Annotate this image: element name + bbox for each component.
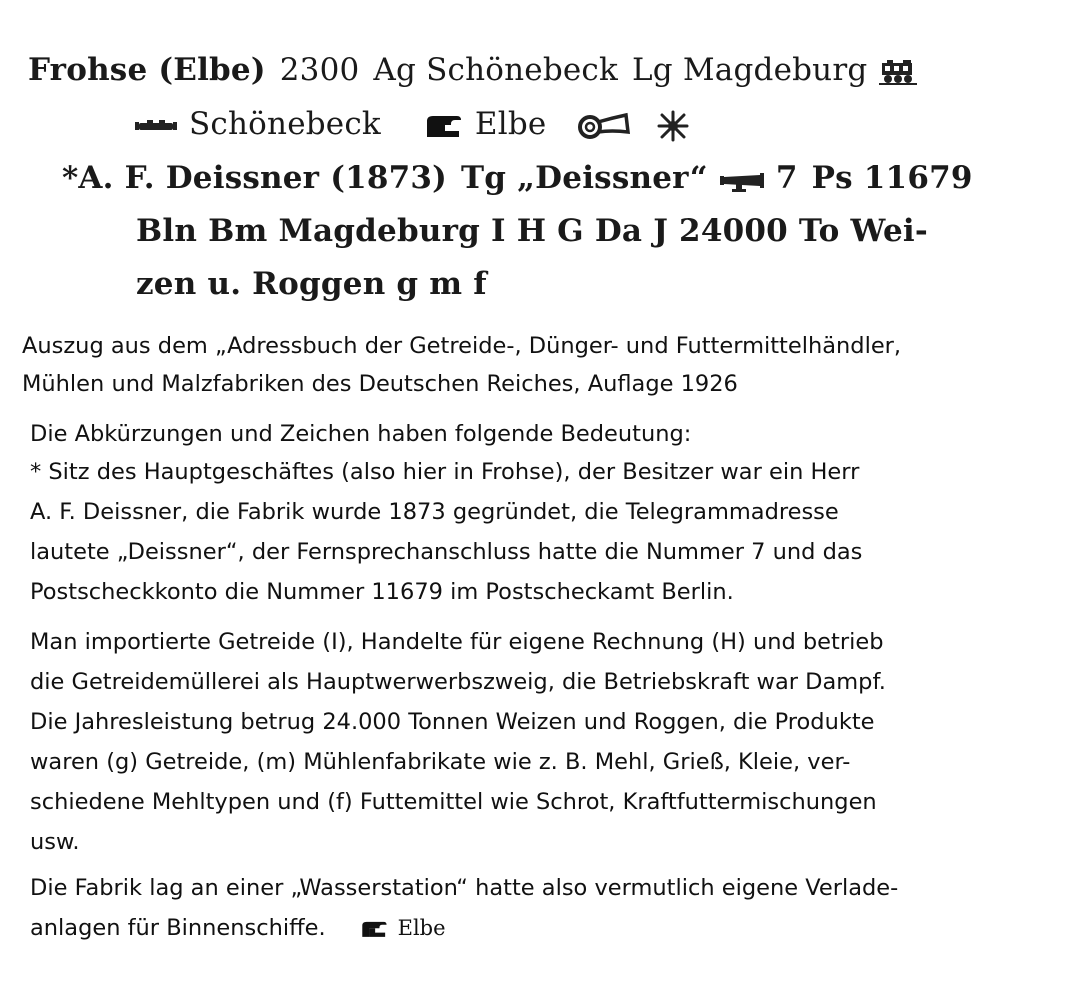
water-station-icon [407,113,463,139]
entry-place: Frohse (Elbe) [28,52,266,88]
explanation-p2-line-3: Die Jahresleistung betrug 24.000 Tonnen Weizen und Roggen, die Produkte [30,709,875,735]
railway-siding-icon [135,117,177,135]
caption-line-2: Mühlen und Malzfabriken des Deutschen Reiches, Auflage 1926 [22,371,738,397]
explanation-p3-line-2 [30,913,446,943]
telephone-icon [720,168,764,192]
explanation-p3-line-1: Die Fabrik lag an einer „Wasserstation“ hatte also vermutlich eigene Verlade- [30,875,899,901]
explanation-p2-line-6: usw. [30,829,80,855]
explanation-p2-line-5: schiedene Mehltypen und (f) Futtemittel wie Schrot, Kraftfuttermischungen [30,789,877,815]
railway-station-icon [879,59,917,85]
explanation-p2-line-2: die Getreidemüllerei als Hauptwerwerbszweig, die Betriebskraft war Dampf. [30,669,886,695]
water-station-icon [348,919,388,939]
explanation-p1-line-2: * Sitz des Hauptgeschäftes (also hier in Frohse), der Besitzer war ein Herr [30,459,860,485]
explanation-p3-line-2-text: anlagen für Binnenschiffe. [30,915,326,941]
entry-telegram: Tg „Deissner“ [461,160,708,196]
entry-water-station: Elbe [474,106,547,142]
explanation-p3-water-label: Elbe [397,916,446,940]
explanation-p1-line-5: Postscheckkonto die Nummer 11679 im Postscheckamt Berlin. [30,579,734,605]
entry-postal: 2300 [279,52,360,88]
entry-firm: *A. F. Deissner (1873) [62,160,448,196]
entry-line-5: zen u. Roggen g m f [136,266,487,302]
explanation-p1-line-3: A. F. Deissner, die Fabrik wurde 1873 gegründet, die Telegrammadresse [30,499,839,525]
entry-landgericht: Lg Magdeburg [631,52,868,88]
entry-phone: 7 [775,160,798,196]
post-horn-icon [572,112,632,140]
explanation-p1-line-1: Die Abkürzungen und Zeichen haben folgende Bedeutung: [30,421,692,447]
entry-rail-station: Schönebeck [189,106,381,142]
explanation-p2-line-4: waren (g) Getreide, (m) Mühlenfabrikate wie z. B. Mehl, Grieß, Kleie, ver- [30,749,851,775]
ornament-icon [656,110,690,142]
entry-line-2 [135,104,702,144]
entry-line-4: Bln Bm Magdeburg I H G Da J 24000 To Wei- [136,213,928,249]
entry-postscheck: Ps 11679 [811,160,973,196]
caption-line-1: Auszug aus dem „Adressbuch der Getreide-, Dünger- und Futtermittelhändler, [22,333,902,359]
entry-line-3 [62,158,973,198]
explanation-p1-line-4: lautete „Deissner“, der Fernsprechanschluss hatte die Nummer 7 und das [30,539,863,565]
entry-line-1 [28,50,929,90]
explanation-p2-line-1: Man importierte Getreide (I), Handelte für eigene Rechnung (H) und betrieb [30,629,884,655]
entry-amtsgericht: Ag Schönebeck [373,52,618,88]
